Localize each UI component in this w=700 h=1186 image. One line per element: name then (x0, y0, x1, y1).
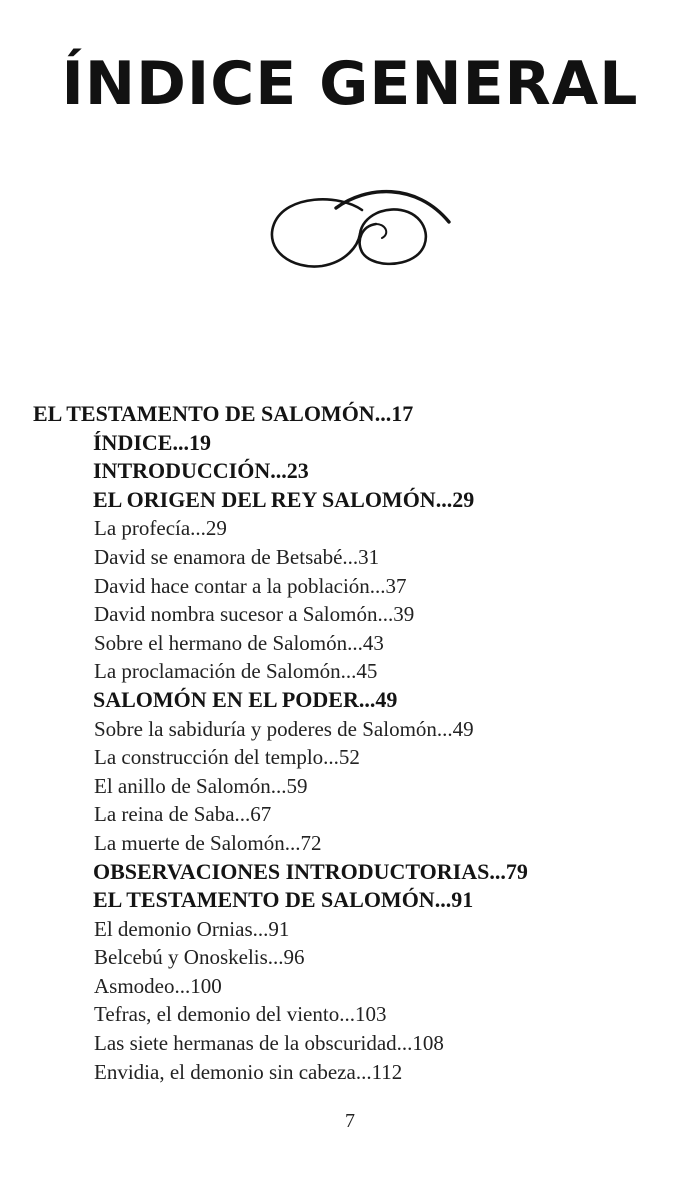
toc-entry: OBSERVACIONES INTRODUCTORIAS...79 (93, 858, 528, 884)
toc-subentry: La proclamación de Salomón...45 (94, 659, 378, 684)
page-number: 7 (345, 1110, 355, 1132)
toc-entry: ÍNDICE...19 (93, 429, 211, 455)
toc-subentry: La reina de Saba...67 (94, 802, 272, 827)
toc-entry: EL ORIGEN DEL REY SALOMÓN...29 (93, 486, 475, 512)
toc-entry: INTRODUCCIÓN...23 (93, 458, 309, 484)
toc-entry: EL TESTAMENTO DE SALOMÓN...91 (93, 887, 474, 913)
swirl-ornament-icon (266, 182, 451, 274)
toc-subentry: Sobre la sabiduría y poderes de Salomón...49 (94, 716, 474, 741)
toc-subentry: Tefras, el demonio del viento...103 (94, 1002, 387, 1027)
toc-entry: EL TESTAMENTO DE SALOMÓN...17 (33, 401, 414, 426)
toc-subentry: Asmodeo...100 (94, 973, 222, 998)
page-title: ÍNDICE GENERAL (61, 49, 639, 119)
toc-subentry: El demonio Ornias...91 (94, 916, 290, 941)
toc-subentry: La construcción del templo...52 (94, 745, 360, 770)
toc-subentry: La muerte de Salomón...72 (94, 830, 322, 855)
toc-subentry: Sobre el hermano de Salomón...43 (94, 630, 384, 655)
toc-subentry: El anillo de Salomón...59 (94, 773, 308, 798)
toc-subentry: David hace contar a la población...37 (94, 573, 407, 598)
toc-subentry: Las siete hermanas de la obscuridad...108 (94, 1031, 444, 1056)
toc-subentry: David nombra sucesor a Salomón...39 (94, 602, 415, 627)
toc-subentry: La profecía...29 (94, 516, 227, 541)
toc-subentry: Belcebú y Onoskelis...96 (94, 945, 305, 970)
toc-subentry: David se enamora de Betsabé...31 (94, 544, 380, 569)
table-of-contents (0, 400, 700, 1086)
toc-entry: SALOMÓN EN EL PODER...49 (93, 686, 398, 712)
toc-subentry: Envidia, el demonio sin cabeza...112 (94, 1059, 403, 1084)
